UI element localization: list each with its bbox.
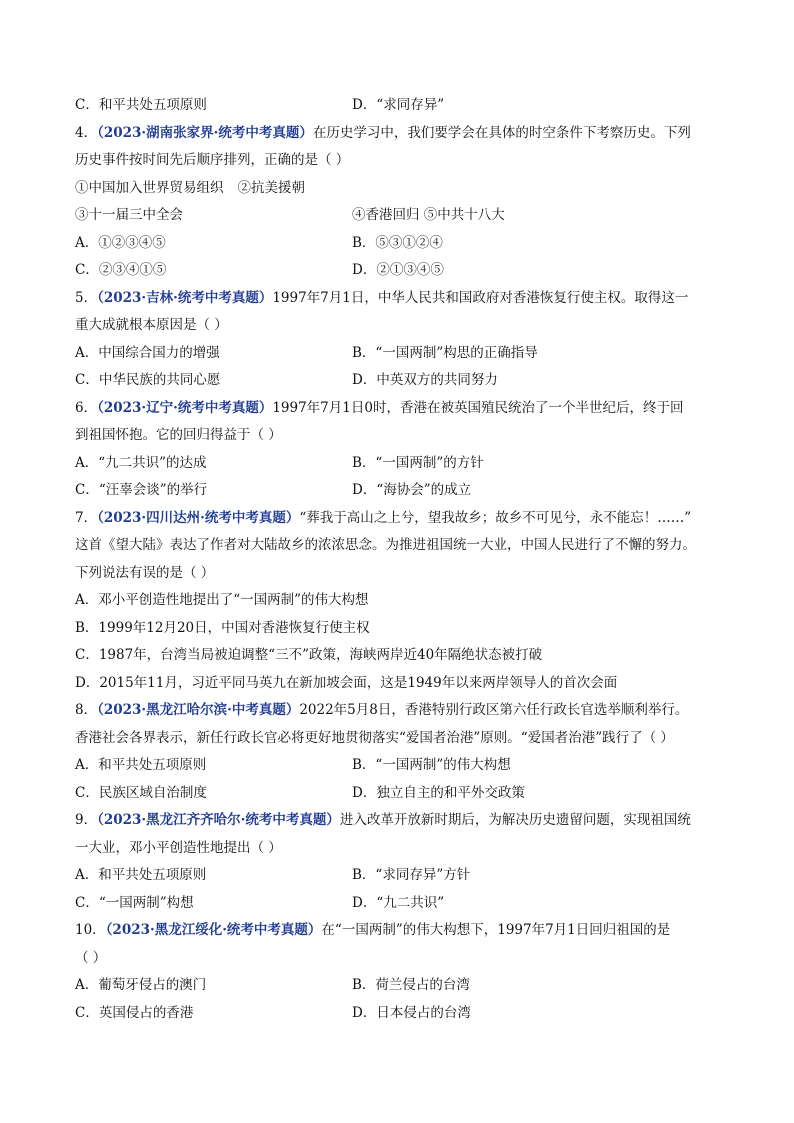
text-line: 历史事件按时间先后顺序排列，正确的是（ ） xyxy=(75,152,350,168)
option-left: A．和平共处五项原则 xyxy=(75,867,207,883)
question-stem xyxy=(75,120,735,148)
option-right: B．“一国两制”的方针 xyxy=(352,454,484,471)
option-right: D．“海协会”的成立 xyxy=(352,482,472,498)
question-stem xyxy=(75,285,735,313)
option-right: B．“求同存异”方针 xyxy=(352,867,471,883)
option-right: ④香港回归 ⑤中共十八大 xyxy=(352,207,505,223)
option-left: C．②③④①⑤ xyxy=(75,262,167,278)
option-right: B．⑤③①②④ xyxy=(352,234,443,251)
question-text: 1997年7月1日0时，香港在被英国殖民统治了一个半世纪后，终于回 xyxy=(272,399,684,416)
option-row xyxy=(75,862,735,890)
text-line: B．1999年12月20日，中国对香港恢复行使主权 xyxy=(75,619,370,636)
question-stem xyxy=(75,917,735,945)
option-row xyxy=(75,780,735,808)
question-stem xyxy=(75,807,735,835)
question-list xyxy=(75,92,735,1027)
option-right: D．中英双方的共同努力 xyxy=(352,372,498,388)
question-number: 9． xyxy=(75,812,98,828)
option-row xyxy=(75,477,735,505)
option-right: D．独立自主的和平外交政策 xyxy=(352,784,525,801)
option-row xyxy=(75,752,735,780)
text-line: 重大成就根本原因是（ ） xyxy=(75,317,228,333)
option-left: A．①②③④⑤ xyxy=(75,234,166,251)
event-item: ②抗美援朝 xyxy=(237,179,305,196)
option-left: ③十一届三中全会 xyxy=(75,207,183,223)
question-source: （2023·辽宁·统考中考真题） xyxy=(97,399,273,416)
question-number: 6． xyxy=(75,399,98,416)
option-row xyxy=(75,257,735,285)
option-right: B．“一国两制”的伟大构想 xyxy=(352,757,511,773)
question-source: （2023·吉林·统考中考真题） xyxy=(97,289,273,306)
question-source: （2023·黑龙江绥化·统考中考真题） xyxy=(105,922,322,938)
option-row xyxy=(75,367,735,395)
question-stem xyxy=(75,395,735,423)
text-line: D．2015年11月，习近平同马英九在新加坡会面，这是1949年以来两岸领导人的首次会面 xyxy=(75,674,618,691)
question-number: 8． xyxy=(75,702,98,718)
event-list-row xyxy=(75,175,735,203)
option-row xyxy=(75,1000,735,1028)
question-source: （2023·四川达州·统考中考真题） xyxy=(97,509,300,526)
option-row xyxy=(75,230,735,258)
option-row xyxy=(75,972,735,1000)
option-left: A．中国综合国力的增强 xyxy=(75,344,220,361)
question-stem xyxy=(75,697,735,725)
option-right: B．“一国两制”构思的正确指导 xyxy=(352,344,538,361)
option-row xyxy=(75,450,735,478)
option-row xyxy=(75,92,735,120)
option-left: C．民族区域自治制度 xyxy=(75,784,207,801)
question-text: 2022年5月8日，香港特别行政区第六任行政长官选举顺利举行。 xyxy=(299,702,689,718)
option-left: A．葡萄牙侵占的澳门 xyxy=(75,977,207,993)
question-text: “葬我于高山之上兮，望我故乡；故乡不可见兮，永不能忘！……” xyxy=(299,509,692,526)
event-item: ①中国加入世界贸易组织 xyxy=(75,179,224,196)
option-row xyxy=(75,890,735,918)
question-text: 1997年7月1日，中华人民共和国政府对香港恢复行使主权。取得这一 xyxy=(272,289,689,306)
option-left: C．“一国两制”构想 xyxy=(75,894,194,911)
option-right: D．②①③④⑤ xyxy=(352,262,444,278)
question-source: （2023·黑龙江哈尔滨·中考真题） xyxy=(97,702,300,718)
question-number: 7． xyxy=(75,509,98,526)
option-right: D．“求同存异” xyxy=(352,97,445,113)
question-text: 在“一国两制”的伟大构想下，1997年7月1日回归祖国的是 xyxy=(321,922,671,938)
event-list-row xyxy=(75,202,735,230)
text-line: C．1987年，台湾当局被迫调整“三不”政策，海峡两岸近40年隔绝状态被打破 xyxy=(75,647,543,663)
text-line: 一大业，邓小平创造性地提出（ ） xyxy=(75,839,282,856)
option-left: C．英国侵占的香港 xyxy=(75,1004,194,1021)
question-source: （2023·湖南张家界·统考中考真题） xyxy=(97,124,313,141)
text-line: 这首《望大陆》表达了作者对大陆故乡的浓浓思念。为推进祖国统一大业，中国人民进行了不懈的努力。 xyxy=(75,537,696,553)
text-line: 到祖国怀抱。它的回归得益于（ ） xyxy=(75,427,282,443)
option-left: C．和平共处五项原则 xyxy=(75,97,207,113)
option-right: D．日本侵占的台湾 xyxy=(352,1004,471,1021)
question-source: （2023·黑龙江齐齐哈尔·统考中考真题） xyxy=(97,812,340,828)
option-left: C．中华民族的共同心愿 xyxy=(75,372,221,388)
text-line: 香港社会各界表示，新任行政长官必将更好地贯彻落实“爱国者治港”原则。“爱国者治港”践行了（ ） xyxy=(75,729,674,746)
option-row xyxy=(75,340,735,368)
option-left: C．“汪辜会谈”的举行 xyxy=(75,482,208,498)
option-right: B．荷兰侵占的台湾 xyxy=(352,977,470,993)
question-number: 4． xyxy=(75,124,98,141)
text-line: （ ） xyxy=(75,949,107,966)
text-line: A．邓小平创造性地提出了“一国两制”的伟大构想 xyxy=(75,592,369,608)
question-text: 进入改革开放新时期后，为解决历史遗留问题，实现祖国统 xyxy=(339,812,691,828)
text-line: 下列说法有误的是（ ） xyxy=(75,564,215,581)
option-left: A．“九二共识”的达成 xyxy=(75,454,207,471)
option-right: D．“九二共识” xyxy=(352,894,445,911)
question-number: 5． xyxy=(75,289,98,306)
question-number: 10． xyxy=(75,922,106,938)
option-left: A．和平共处五项原则 xyxy=(75,757,207,773)
question-text: 在历史学习中，我们要学会在具体的时空条件下考察历史。下列 xyxy=(312,124,691,141)
question-stem xyxy=(75,505,735,533)
